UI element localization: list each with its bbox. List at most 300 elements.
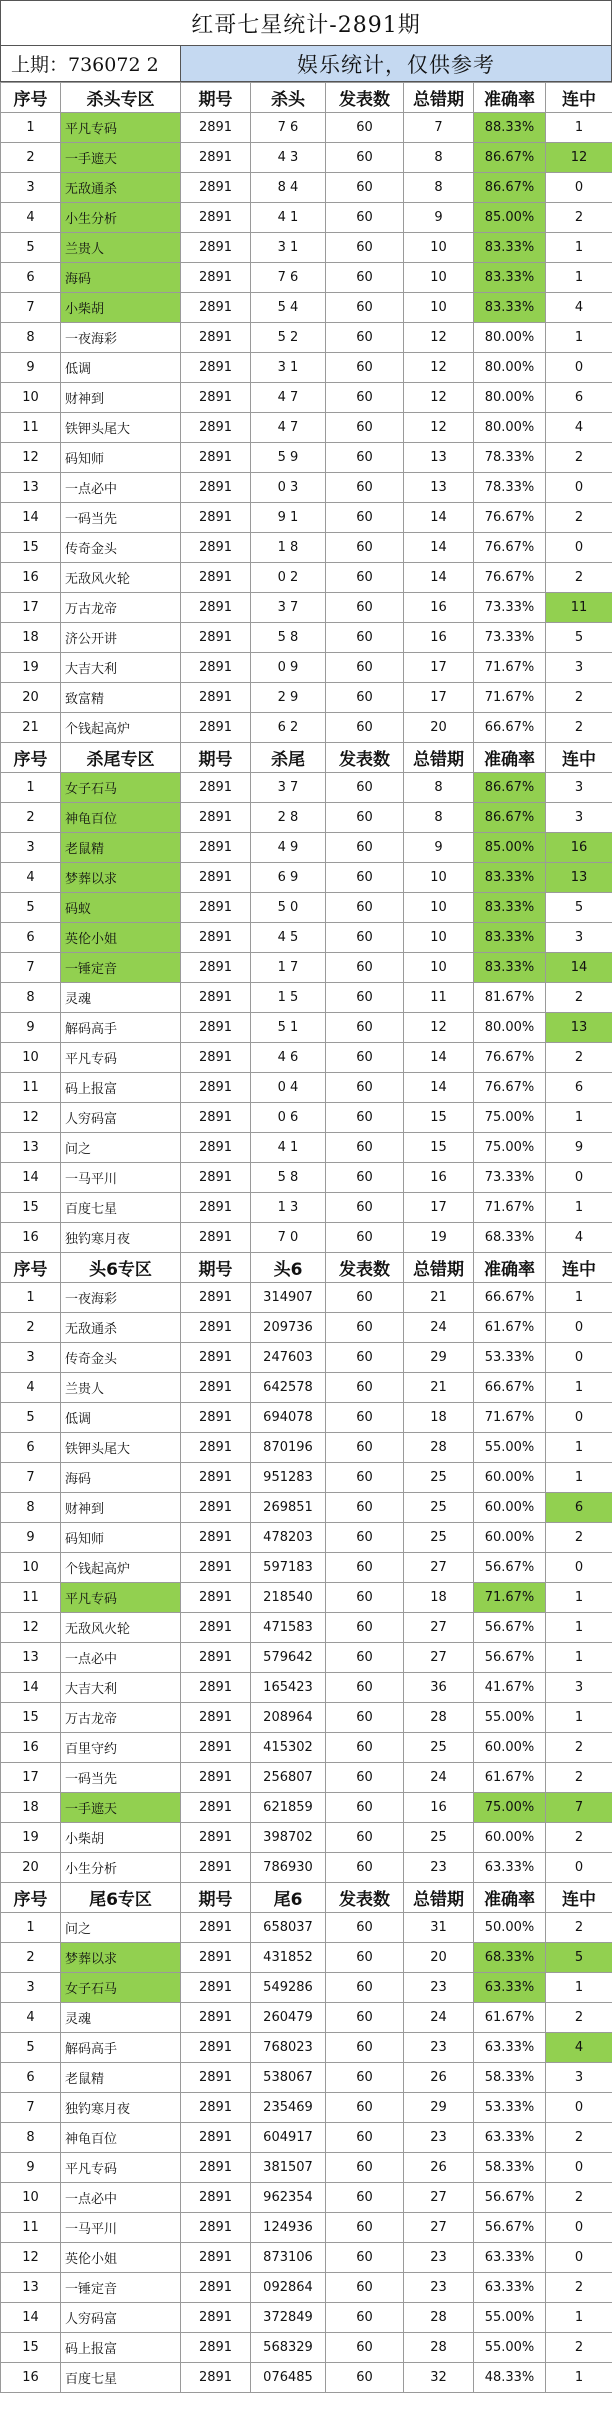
cell-name: 一点必中 xyxy=(61,2183,181,2213)
cell-period: 2891 xyxy=(181,1463,251,1493)
table-row xyxy=(1,533,612,563)
cell-name: 梦葬以求 xyxy=(61,863,181,893)
cell-published: 60 xyxy=(326,1643,404,1673)
cell-index: 20 xyxy=(1,1853,61,1883)
cell-index: 4 xyxy=(1,1373,61,1403)
cell-published: 60 xyxy=(326,203,404,233)
cell-accuracy: 76.67% xyxy=(474,1043,546,1073)
table-row xyxy=(1,1673,612,1703)
cell-streak: 2 xyxy=(546,1823,612,1853)
cell-published: 60 xyxy=(326,803,404,833)
table-row xyxy=(1,1493,612,1523)
cell-value: 3 1 xyxy=(251,353,326,383)
cell-name: 平凡专码 xyxy=(61,1583,181,1613)
cell-streak: 0 xyxy=(546,2243,612,2273)
cell-name: 老鼠精 xyxy=(61,2063,181,2093)
cell-errors: 12 xyxy=(404,353,474,383)
cell-accuracy: 80.00% xyxy=(474,323,546,353)
cell-published: 60 xyxy=(326,173,404,203)
cell-name: 老鼠精 xyxy=(61,833,181,863)
cell-index: 4 xyxy=(1,863,61,893)
cell-streak: 0 xyxy=(546,353,612,383)
table-row xyxy=(1,1373,612,1403)
table-row xyxy=(1,923,612,953)
cell-published: 60 xyxy=(326,1193,404,1223)
cell-accuracy: 63.33% xyxy=(474,2273,546,2303)
cell-published: 60 xyxy=(326,683,404,713)
cell-index: 3 xyxy=(1,1973,61,2003)
cell-value: 076485 xyxy=(251,2363,326,2393)
table-row xyxy=(1,2363,612,2393)
cell-accuracy: 56.67% xyxy=(474,2213,546,2243)
cell-value: 5 1 xyxy=(251,1013,326,1043)
cell-value: 5 4 xyxy=(251,293,326,323)
cell-period: 2891 xyxy=(181,623,251,653)
cell-published: 60 xyxy=(326,1583,404,1613)
cell-index: 8 xyxy=(1,1493,61,1523)
cell-index: 7 xyxy=(1,953,61,983)
cell-streak: 1 xyxy=(546,113,612,143)
cell-streak: 2 xyxy=(546,713,612,743)
cell-published: 60 xyxy=(326,2333,404,2363)
cell-streak: 1 xyxy=(546,1643,612,1673)
cell-errors: 28 xyxy=(404,1703,474,1733)
cell-index: 11 xyxy=(1,1583,61,1613)
cell-index: 11 xyxy=(1,1073,61,1103)
column-header-errors: 总错期 xyxy=(404,1253,474,1283)
cell-published: 60 xyxy=(326,2243,404,2273)
cell-period: 2891 xyxy=(181,1733,251,1763)
cell-index: 5 xyxy=(1,893,61,923)
cell-period: 2891 xyxy=(181,2123,251,2153)
table-row xyxy=(1,1133,612,1163)
cell-index: 1 xyxy=(1,1283,61,1313)
cell-published: 60 xyxy=(326,593,404,623)
cell-accuracy: 71.67% xyxy=(474,683,546,713)
cell-period: 2891 xyxy=(181,1283,251,1313)
cell-value: 1 8 xyxy=(251,533,326,563)
cell-value: 549286 xyxy=(251,1973,326,2003)
cell-streak: 1 xyxy=(546,323,612,353)
cell-accuracy: 56.67% xyxy=(474,2183,546,2213)
cell-period: 2891 xyxy=(181,2243,251,2273)
cell-streak: 3 xyxy=(546,773,612,803)
cell-streak: 0 xyxy=(546,1163,612,1193)
cell-name: 独钓寒月夜 xyxy=(61,1223,181,1253)
cell-errors: 10 xyxy=(404,863,474,893)
cell-streak: 2 xyxy=(546,1733,612,1763)
cell-index: 5 xyxy=(1,2033,61,2063)
cell-period: 2891 xyxy=(181,893,251,923)
cell-errors: 26 xyxy=(404,2063,474,2093)
cell-period: 2891 xyxy=(181,113,251,143)
cell-index: 8 xyxy=(1,2123,61,2153)
cell-published: 60 xyxy=(326,2303,404,2333)
cell-errors: 17 xyxy=(404,1193,474,1223)
cell-streak: 0 xyxy=(546,533,612,563)
cell-period: 2891 xyxy=(181,1313,251,1343)
cell-index: 2 xyxy=(1,803,61,833)
cell-published: 60 xyxy=(326,773,404,803)
cell-accuracy: 60.00% xyxy=(474,1493,546,1523)
table-row xyxy=(1,1853,612,1883)
cell-errors: 23 xyxy=(404,1853,474,1883)
cell-streak: 6 xyxy=(546,1073,612,1103)
cell-period: 2891 xyxy=(181,1433,251,1463)
table-row xyxy=(1,1073,612,1103)
cell-period: 2891 xyxy=(181,953,251,983)
cell-period: 2891 xyxy=(181,2003,251,2033)
table-row xyxy=(1,263,612,293)
table-row xyxy=(1,623,612,653)
cell-value: 7 6 xyxy=(251,113,326,143)
cell-errors: 10 xyxy=(404,263,474,293)
column-header-published: 发表数 xyxy=(326,83,404,113)
cell-accuracy: 80.00% xyxy=(474,1013,546,1043)
cell-period: 2891 xyxy=(181,1613,251,1643)
cell-errors: 23 xyxy=(404,2243,474,2273)
cell-streak: 2 xyxy=(546,563,612,593)
table-row xyxy=(1,173,612,203)
cell-index: 8 xyxy=(1,323,61,353)
cell-accuracy: 60.00% xyxy=(474,1823,546,1853)
cell-index: 6 xyxy=(1,923,61,953)
cell-streak: 1 xyxy=(546,1433,612,1463)
cell-accuracy: 71.67% xyxy=(474,1193,546,1223)
cell-published: 60 xyxy=(326,233,404,263)
cell-index: 18 xyxy=(1,1793,61,1823)
cell-accuracy: 68.33% xyxy=(474,1943,546,1973)
table-row xyxy=(1,2303,612,2333)
table-row xyxy=(1,1583,612,1613)
cell-errors: 10 xyxy=(404,893,474,923)
table-row xyxy=(1,1043,612,1073)
cell-errors: 7 xyxy=(404,113,474,143)
cell-period: 2891 xyxy=(181,683,251,713)
cell-errors: 26 xyxy=(404,2153,474,2183)
cell-errors: 27 xyxy=(404,1613,474,1643)
cell-value: 604917 xyxy=(251,2123,326,2153)
cell-published: 60 xyxy=(326,413,404,443)
cell-errors: 24 xyxy=(404,1763,474,1793)
table-row xyxy=(1,2093,612,2123)
column-header-published: 发表数 xyxy=(326,1883,404,1913)
column-header-value: 尾6 xyxy=(251,1883,326,1913)
cell-accuracy: 53.33% xyxy=(474,1343,546,1373)
cell-period: 2891 xyxy=(181,323,251,353)
table-row xyxy=(1,473,612,503)
table-row xyxy=(1,1403,612,1433)
cell-streak: 6 xyxy=(546,1493,612,1523)
table-row xyxy=(1,2333,612,2363)
cell-name: 兰贵人 xyxy=(61,233,181,263)
cell-published: 60 xyxy=(326,1013,404,1043)
cell-published: 60 xyxy=(326,1523,404,1553)
cell-period: 2891 xyxy=(181,1703,251,1733)
cell-index: 12 xyxy=(1,1613,61,1643)
cell-accuracy: 56.67% xyxy=(474,1613,546,1643)
cell-streak: 2 xyxy=(546,1043,612,1073)
cell-published: 60 xyxy=(326,263,404,293)
cell-value: 0 4 xyxy=(251,1073,326,1103)
cell-errors: 13 xyxy=(404,473,474,503)
cell-name: 百里守约 xyxy=(61,1733,181,1763)
cell-accuracy: 76.67% xyxy=(474,533,546,563)
cell-errors: 23 xyxy=(404,2033,474,2063)
cell-period: 2891 xyxy=(181,803,251,833)
cell-index: 1 xyxy=(1,113,61,143)
cell-value: 5 9 xyxy=(251,443,326,473)
cell-accuracy: 55.00% xyxy=(474,2333,546,2363)
cell-index: 12 xyxy=(1,1103,61,1133)
cell-period: 2891 xyxy=(181,1043,251,1073)
cell-published: 60 xyxy=(326,1133,404,1163)
cell-name: 个钱起高炉 xyxy=(61,1553,181,1583)
cell-accuracy: 48.33% xyxy=(474,2363,546,2393)
cell-period: 2891 xyxy=(181,2273,251,2303)
cell-published: 60 xyxy=(326,1763,404,1793)
cell-index: 10 xyxy=(1,1043,61,1073)
cell-period: 2891 xyxy=(181,1523,251,1553)
cell-streak: 2 xyxy=(546,2003,612,2033)
table-row xyxy=(1,1823,612,1853)
cell-value: 579642 xyxy=(251,1643,326,1673)
cell-name: 一马平川 xyxy=(61,2213,181,2243)
cell-index: 2 xyxy=(1,1943,61,1973)
cell-errors: 21 xyxy=(404,1283,474,1313)
cell-published: 60 xyxy=(326,2363,404,2393)
cell-accuracy: 55.00% xyxy=(474,1433,546,1463)
cell-streak: 4 xyxy=(546,2033,612,2063)
cell-name: 一点必中 xyxy=(61,1643,181,1673)
cell-name: 码上报富 xyxy=(61,2333,181,2363)
column-header-name: 头6专区 xyxy=(61,1253,181,1283)
cell-streak: 2 xyxy=(546,1523,612,1553)
cell-errors: 25 xyxy=(404,1733,474,1763)
cell-errors: 24 xyxy=(404,2003,474,2033)
cell-published: 60 xyxy=(326,1673,404,1703)
cell-streak: 2 xyxy=(546,1913,612,1943)
cell-streak: 3 xyxy=(546,2063,612,2093)
cell-accuracy: 78.33% xyxy=(474,473,546,503)
column-header-period: 期号 xyxy=(181,83,251,113)
cell-name: 无敌通杀 xyxy=(61,173,181,203)
cell-published: 60 xyxy=(326,1163,404,1193)
table-row xyxy=(1,2033,612,2063)
table-row xyxy=(1,353,612,383)
cell-name: 小柴胡 xyxy=(61,1823,181,1853)
table-row xyxy=(1,1973,612,2003)
cell-accuracy: 66.67% xyxy=(474,1283,546,1313)
cell-streak: 0 xyxy=(546,2093,612,2123)
cell-published: 60 xyxy=(326,893,404,923)
cell-accuracy: 66.67% xyxy=(474,1373,546,1403)
cell-accuracy: 88.33% xyxy=(474,113,546,143)
cell-published: 60 xyxy=(326,563,404,593)
stats-table-body xyxy=(1,83,612,2393)
cell-accuracy: 85.00% xyxy=(474,203,546,233)
cell-period: 2891 xyxy=(181,1823,251,1853)
section-header-row xyxy=(1,83,612,113)
cell-errors: 18 xyxy=(404,1583,474,1613)
cell-errors: 28 xyxy=(404,2303,474,2333)
cell-name: 英伦小姐 xyxy=(61,2243,181,2273)
table-row xyxy=(1,1223,612,1253)
cell-index: 3 xyxy=(1,1343,61,1373)
cell-streak: 2 xyxy=(546,203,612,233)
cell-streak: 1 xyxy=(546,1583,612,1613)
cell-errors: 27 xyxy=(404,1553,474,1583)
cell-name: 神龟百位 xyxy=(61,803,181,833)
cell-published: 60 xyxy=(326,983,404,1013)
cell-streak: 2 xyxy=(546,2123,612,2153)
cell-index: 4 xyxy=(1,2003,61,2033)
cell-accuracy: 76.67% xyxy=(474,1073,546,1103)
cell-streak: 2 xyxy=(546,683,612,713)
cell-value: 1 7 xyxy=(251,953,326,983)
cell-name: 女子石马 xyxy=(61,1973,181,2003)
table-row xyxy=(1,2183,612,2213)
cell-value: 786930 xyxy=(251,1853,326,1883)
cell-value: 218540 xyxy=(251,1583,326,1613)
cell-index: 1 xyxy=(1,773,61,803)
cell-name: 码上报富 xyxy=(61,1073,181,1103)
cell-accuracy: 61.67% xyxy=(474,1763,546,1793)
cell-streak: 13 xyxy=(546,863,612,893)
cell-period: 2891 xyxy=(181,203,251,233)
cell-index: 10 xyxy=(1,383,61,413)
cell-streak: 0 xyxy=(546,1853,612,1883)
cell-period: 2891 xyxy=(181,773,251,803)
table-row xyxy=(1,2003,612,2033)
cell-index: 17 xyxy=(1,593,61,623)
section-header-row xyxy=(1,1253,612,1283)
cell-index: 3 xyxy=(1,173,61,203)
cell-period: 2891 xyxy=(181,503,251,533)
cell-period: 2891 xyxy=(181,473,251,503)
cell-accuracy: 83.33% xyxy=(474,233,546,263)
cell-name: 一手遮天 xyxy=(61,1793,181,1823)
cell-value: 431852 xyxy=(251,1943,326,1973)
cell-errors: 25 xyxy=(404,1523,474,1553)
table-row xyxy=(1,803,612,833)
cell-index: 11 xyxy=(1,2213,61,2243)
cell-index: 13 xyxy=(1,473,61,503)
cell-value: 3 7 xyxy=(251,593,326,623)
table-row xyxy=(1,203,612,233)
cell-name: 致富精 xyxy=(61,683,181,713)
cell-streak: 4 xyxy=(546,1223,612,1253)
table-row xyxy=(1,143,612,173)
table-row xyxy=(1,383,612,413)
table-row xyxy=(1,1103,612,1133)
cell-name: 小生分析 xyxy=(61,203,181,233)
cell-value: 5 0 xyxy=(251,893,326,923)
page-title: 红哥七星统计-2891期 xyxy=(0,0,612,46)
cell-accuracy: 86.67% xyxy=(474,803,546,833)
cell-period: 2891 xyxy=(181,413,251,443)
cell-errors: 16 xyxy=(404,623,474,653)
cell-errors: 25 xyxy=(404,1823,474,1853)
cell-streak: 7 xyxy=(546,1793,612,1823)
cell-period: 2891 xyxy=(181,1343,251,1373)
table-row xyxy=(1,953,612,983)
cell-streak: 3 xyxy=(546,653,612,683)
cell-published: 60 xyxy=(326,863,404,893)
cell-period: 2891 xyxy=(181,2153,251,2183)
cell-accuracy: 63.33% xyxy=(474,2243,546,2273)
cell-index: 13 xyxy=(1,1133,61,1163)
table-row xyxy=(1,443,612,473)
cell-value: 4 3 xyxy=(251,143,326,173)
table-row xyxy=(1,2213,612,2243)
cell-index: 2 xyxy=(1,1313,61,1343)
cell-value: 2 9 xyxy=(251,683,326,713)
cell-published: 60 xyxy=(326,1793,404,1823)
cell-value: 3 7 xyxy=(251,773,326,803)
cell-index: 19 xyxy=(1,1823,61,1853)
cell-index: 10 xyxy=(1,2183,61,2213)
cell-errors: 21 xyxy=(404,1373,474,1403)
table-row xyxy=(1,1433,612,1463)
cell-period: 2891 xyxy=(181,1493,251,1523)
cell-streak: 0 xyxy=(546,2213,612,2243)
cell-period: 2891 xyxy=(181,233,251,263)
cell-name: 平凡专码 xyxy=(61,113,181,143)
cell-index: 16 xyxy=(1,1223,61,1253)
cell-published: 60 xyxy=(326,1463,404,1493)
cell-period: 2891 xyxy=(181,1943,251,1973)
column-header-errors: 总错期 xyxy=(404,743,474,773)
cell-value: 372849 xyxy=(251,2303,326,2333)
cell-index: 15 xyxy=(1,2333,61,2363)
cell-index: 7 xyxy=(1,2093,61,2123)
cell-period: 2891 xyxy=(181,1973,251,2003)
cell-name: 码知师 xyxy=(61,1523,181,1553)
cell-name: 码蚁 xyxy=(61,893,181,923)
cell-accuracy: 50.00% xyxy=(474,1913,546,1943)
cell-period: 2891 xyxy=(181,1073,251,1103)
cell-index: 17 xyxy=(1,1763,61,1793)
cell-published: 60 xyxy=(326,623,404,653)
cell-name: 一点必中 xyxy=(61,473,181,503)
cell-published: 60 xyxy=(326,1853,404,1883)
cell-period: 2891 xyxy=(181,2093,251,2123)
cell-streak: 3 xyxy=(546,1673,612,1703)
table-row xyxy=(1,293,612,323)
table-row xyxy=(1,1463,612,1493)
cell-errors: 17 xyxy=(404,653,474,683)
cell-value: 5 2 xyxy=(251,323,326,353)
table-row xyxy=(1,1523,612,1553)
cell-value: 247603 xyxy=(251,1343,326,1373)
table-row xyxy=(1,1763,612,1793)
cell-accuracy: 85.00% xyxy=(474,833,546,863)
cell-value: 873106 xyxy=(251,2243,326,2273)
cell-value: 4 5 xyxy=(251,923,326,953)
table-row xyxy=(1,2063,612,2093)
cell-index: 20 xyxy=(1,683,61,713)
cell-errors: 10 xyxy=(404,953,474,983)
cell-errors: 14 xyxy=(404,1073,474,1103)
cell-streak: 2 xyxy=(546,503,612,533)
cell-period: 2891 xyxy=(181,653,251,683)
cell-published: 60 xyxy=(326,1493,404,1523)
cell-accuracy: 86.67% xyxy=(474,143,546,173)
cell-streak: 1 xyxy=(546,2363,612,2393)
cell-errors: 8 xyxy=(404,143,474,173)
cell-errors: 12 xyxy=(404,1013,474,1043)
